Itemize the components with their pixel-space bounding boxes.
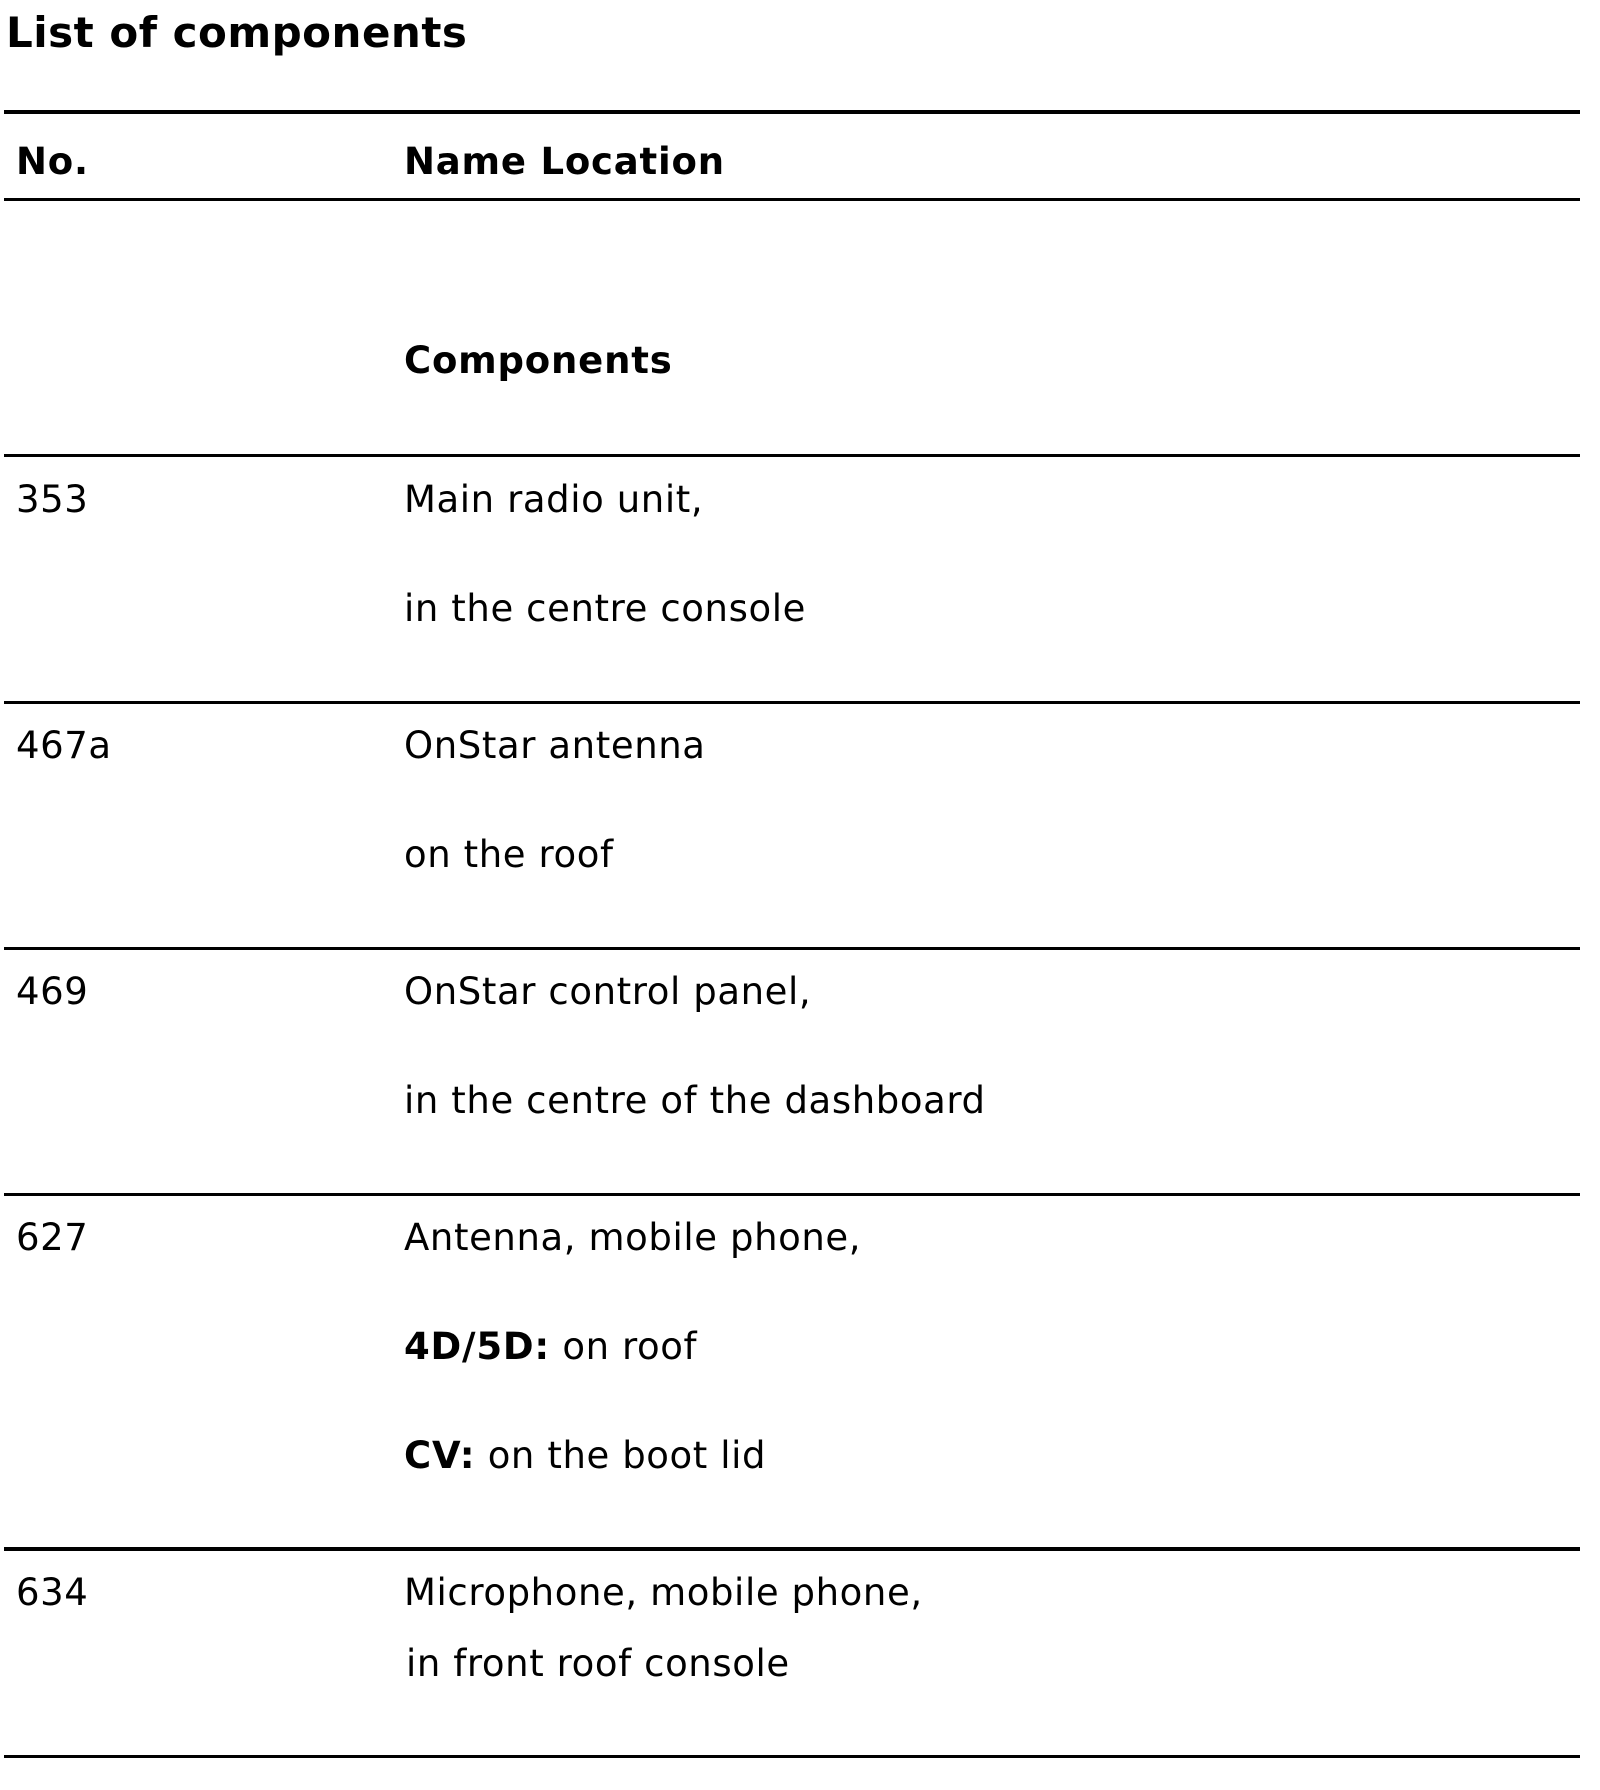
row-divider xyxy=(4,701,1580,704)
row-divider xyxy=(4,1193,1580,1196)
table-top-rule xyxy=(4,110,1580,114)
page-title: List of components xyxy=(6,8,468,57)
header-no: No. xyxy=(16,140,89,183)
row-number: 627 xyxy=(16,1216,89,1259)
header-name-location: Name Location xyxy=(404,140,725,183)
row-line: Antenna, mobile phone, xyxy=(404,1216,862,1259)
row-divider xyxy=(4,454,1580,457)
row-line: OnStar antenna xyxy=(404,724,706,767)
header-bottom-rule xyxy=(4,198,1580,201)
row-number: 467a xyxy=(16,724,112,767)
row-line: OnStar control panel, xyxy=(404,970,812,1013)
row-number: 469 xyxy=(16,970,89,1013)
variant-label: CV: xyxy=(404,1434,476,1477)
row-number: 353 xyxy=(16,478,89,521)
row-line: 4D/5D: on roof xyxy=(404,1325,698,1368)
section-heading: Components xyxy=(404,339,673,382)
row-line: in the centre of the dashboard xyxy=(404,1079,986,1122)
row-divider xyxy=(4,947,1580,950)
row-line: in the centre console xyxy=(404,587,806,630)
row-divider xyxy=(4,1547,1580,1551)
variant-label: 4D/5D: xyxy=(404,1325,551,1368)
row-line: on the roof xyxy=(404,833,614,876)
row-line: Main radio unit, xyxy=(404,478,704,521)
row-line: CV: on the boot lid xyxy=(404,1434,767,1477)
row-number: 634 xyxy=(16,1571,89,1614)
row-line: Microphone, mobile phone, xyxy=(404,1571,923,1614)
table-bottom-rule xyxy=(4,1755,1580,1758)
row-line: in front roof console xyxy=(406,1642,790,1685)
